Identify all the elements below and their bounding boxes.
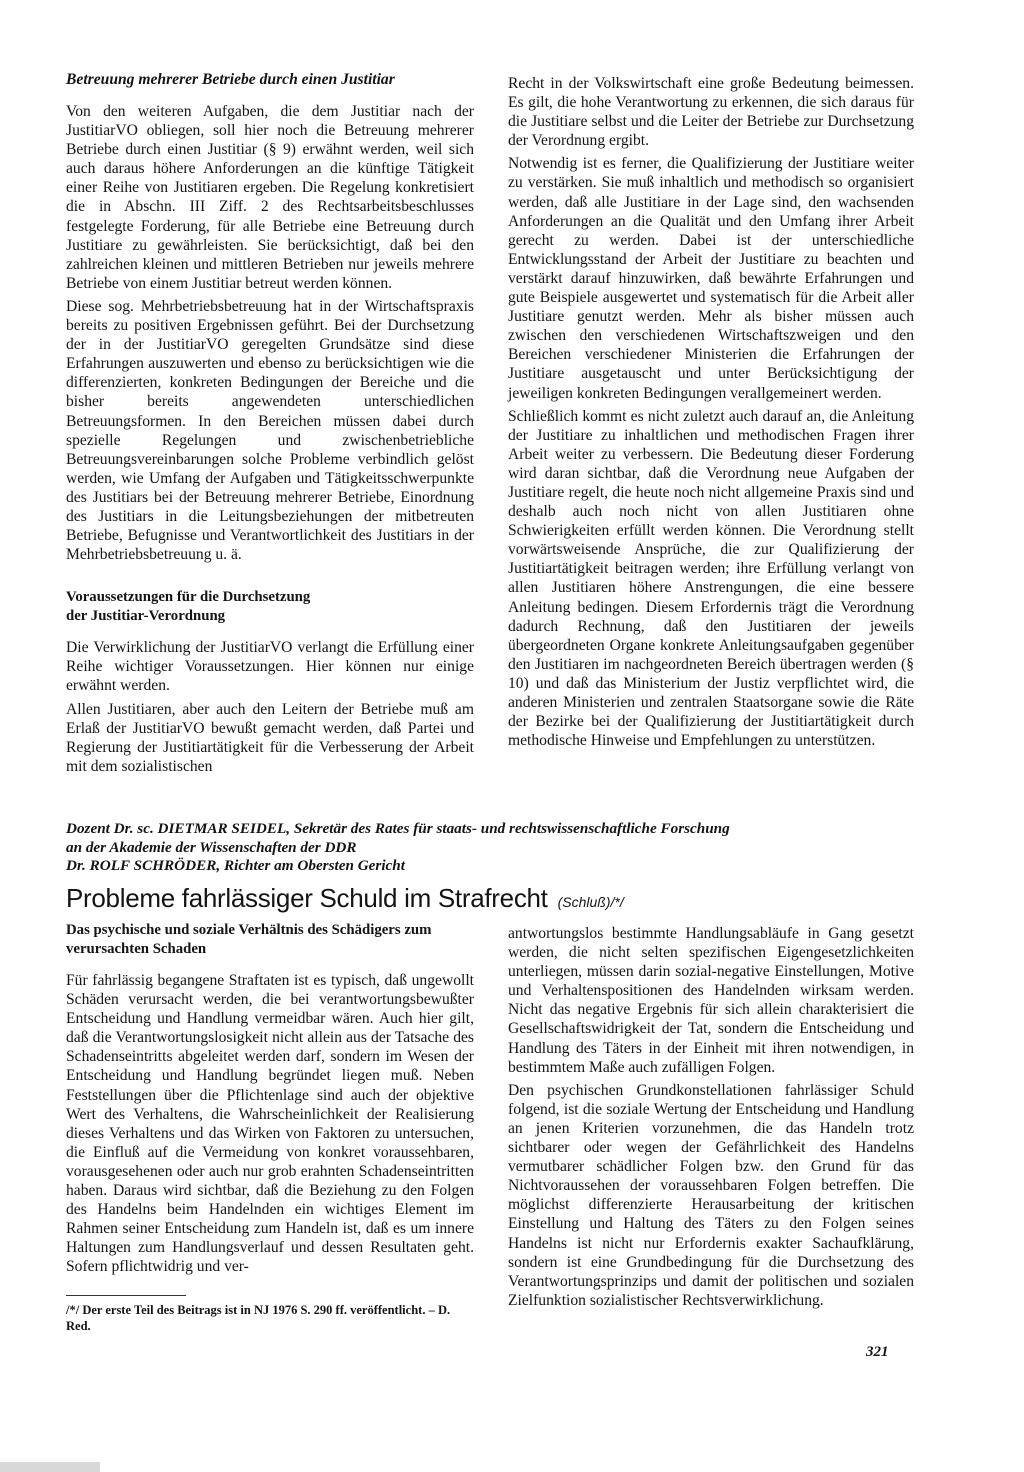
author-line: Dozent Dr. sc. DIETMAR SEIDEL, Sekretär des Rates für staats- und rechtswissenschaftliche Forschung: [66, 820, 730, 837]
article-title: [66, 883, 966, 914]
author-byline: [66, 820, 926, 876]
article-title-suffix: (Schluß)/*/: [557, 894, 624, 910]
paragraph: Diese sog. Mehrbetriebsbetreuung hat in der Wirtschaftspraxis bereits zu positiven Ergebnissen geführt. Bei der Durchsetzung der in der JustitiarVO geregelten Grundsätze sind diese Erfahrungen auszuwerten und ebenso zu berücksichtigen wie die differenzierten, konkreten Bedingungen der Bereiche und die bisher bereits angewendeten unterschiedlichen Betreuungsformen. In den Bereichen müssen dabei durch spezielle Regelungen und zwischenbetriebliche Betreuungsvereinbarungen solche Probleme verbindlich gelöst werden, wie Umfang der Aufgaben und Tätigkeitsschwerpunkte des Justitiars bei der Betreuung mehrerer Betriebe, Einordnung des Justitiars in die Leitungsbeziehungen der mitbetreuten Betriebe, Befugnisse und Verantwortlichkeit des Justitiars in der Mehrbetriebsbetreuung u. ä.: [66, 297, 474, 564]
lower-right-column: [508, 924, 914, 1314]
section-heading-mehrbetrieb: Betreuung mehrerer Betriebe durch einen Justitiar: [66, 71, 395, 88]
paragraph: Notwendig ist es ferner, die Qualifizierung der Justitiare weiter zu verstärken. Sie muß inhaltlich und methodisch so organisiert werden, daß alle Justitiare in der Lage sind, den wachsenden Anforderungen an die Qualität und den Umfang ihrer Arbeit gerecht zu werden. Dabei ist der unterschiedliche Entwicklungsstand der Arbeit der Justitiare zu beachten und verstärkt darauf hinzuwirken, daß bewährte Erfahrungen und gute Beispiele ausgewertet und systematisch für die Arbeit aller Justitiare genutzt werden. Mehr als bisher müssen auch zwischen den verschiedenen Wirtschaftszweigen und den Bereichen verschiedener Ministerien die Erfahrungen der Justitiare ausgetauscht und unter Berücksichtigung der jeweiligen konkreten Bedingungen verallgemeinert werden.: [508, 155, 914, 402]
paragraph: Den psychischen Grundkonstellationen fahrlässiger Schuld folgend, ist die soziale Wertung der Entscheidung und Handlung an jenen Kriterien vorzunehmen, die das Handeln trotz sichtbarer oder wegen der Gefährlichkeit des Handelns vermutbarer schädlicher Folgen bzw. den Grund für das Nichtvoraussehen der voraussehbaren Folgen betreffen. Die möglichst differenzierte Herausarbeitung der kritischen Einstellung und Haltung des Täters zu den Folgen seines Handelns ist nicht nur Erfordernis exakter Sachaufklärung, sondern ist eine Grundbedingung für die Durchsetzung des Verantwortungsprinzips und damit der politischen und sozialen Zielfunktion sozialistischer Rechtsverwirklichung.: [508, 1081, 914, 1309]
footnote-divider: [66, 1295, 186, 1296]
paragraph: Von den weiteren Aufgaben, die dem Justitiar nach der JustitiarVO obliegen, soll hier noch die Betreuung mehrerer Betriebe durch einen Justitiar (§ 9) erwähnt werden, weil sich auch daraus höhere Anforderungen an die künftige Tätigkeit einer Reihe von Justitiaren ergeben. Die Regelung konkretisiert die in Abschn. III Ziff. 2 des Rechtsarbeitsbeschlusses festgelegte Forderung, für alle Betriebe eine Betreuung durch Justitiare zu gewährleisten. Sie berücksichtigt, daß bei den zahlreichen kleinen und mittleren Betrieben nur jeweils mehrere Betriebe von einem Justitiar betreut werden können.: [66, 103, 474, 292]
paragraph: antwortungslos bestimmte Handlungsabläufe in Gang gesetzt werden, die nicht selten spezifischen Eigengesetzlichkeiten unterliegen, müssen darin sozial-negative Einstellungen, Motive und Verhaltenspositionen des Handelnden wirksam werden. Nicht das negative Ergebnis für sich allein charakterisiert die Gesellschaftswidrigkeit der Tat, sondern die Entscheidung und Handlung des Täters in der Einheit mit ihren notwendigen, in bestimmtem Maße auch zufälligen Folgen.: [508, 925, 914, 1076]
section-heading-verhaeltnis: Das psychische und soziale Verhältnis des Schädigers zum verursachten Schaden: [66, 922, 432, 957]
scan-edge-mark: [0, 1462, 100, 1472]
paragraph: Die Verwirklichung der JustitiarVO verlangt die Erfüllung einer Reihe wichtiger Voraussetzungen. Hier können nur einige erwähnt werden.: [66, 639, 474, 695]
section-heading-voraussetzungen: [66, 588, 474, 626]
paragraph: Recht in der Volkswirtschaft eine große Bedeutung beimessen. Es gilt, die hohe Verantwortung zu erkennen, die sich daraus für die Justitiare selbst und die Leiter der Betriebe zur Durchsetzung der Verordnung ergibt.: [508, 75, 914, 150]
upper-left-column: [66, 70, 474, 780]
paragraph: Schließlich kommt es nicht zuletzt auch darauf an, die Anleitung der Justitiare zu inhaltlichen und methodischen Fragen ihrer Arbeit weiter zu verbessern. Die Bedeutung dieser Forderung wird daran sichtbar, daß die Verordnung neue Aufgaben der Justitiare regelt, die heute noch nicht allgemeine Praxis sind und deshalb auch noch nicht von allen Justitiaren ohne Schwierigkeiten erfüllt werden können. Die Verordnung stellt vorwärtsweisende Ansprüche, die zur Qualifizierung der Justitiartätigkeit beitragen werden; ihre Erfüllung verlangt von allen Justitiaren höhere Anstrengungen, die eine bessere Anleitung bedingen. Diesem Erfordernis trägt die Verordnung dadurch Rechnung, daß den Justitiaren der jeweils übergeordneten Organe konkrete Anleitungsaufgaben gegenüber den Justitiaren im nachgeordneten Bereich übertragen werden (§ 10) und daß das Ministerium der Justiz verpflichtet wird, die anderen Ministerien und zentralen Staatsorgane sowie die Räte der Bezirke bei der Qualifizierung der Justitiartätigkeit durch methodische Hinweise und Empfehlungen zu unterstützen.: [508, 407, 914, 750]
lower-left-column: [66, 921, 474, 1334]
article-title-text: Probleme fahrlässiger Schuld im Strafrecht: [66, 883, 548, 913]
paragraph: Allen Justitiaren, aber auch den Leitern der Betriebe muß am Erlaß der JustitiarVO bewußt gemacht werden, daß Partei und Regierung der Justitiartätigkeit für die Verbesserung der Arbeit mit dem sozialistischen: [66, 700, 474, 775]
author-line: Dr. ROLF SCHRÖDER, Richter am Obersten Gericht: [66, 857, 405, 874]
upper-right-column: [508, 74, 914, 754]
paragraph: Für fahrlässig begangene Straftaten ist es typisch, daß ungewollt Schäden verursacht werden, die bei verantwortungsbewußter Entscheidung und Handlung vermeidbar wären. Auch hier gilt, daß die Verantwortungslosigkeit nicht allein aus der Tatsache des Schadenseintritts abgeleitet werden darf, sondern im Wesen der Entscheidung und Handlung begründet liegen muß. Neben Feststellungen über die Pflichtenlage sind auch der objektive Wert des Verhaltens, die Wahrscheinlichkeit der Realisierung dieses Verhaltens und das Wirken von Faktoren zu untersuchen, die Einfluß auf die Vermeidung von konkret voraussehbaren, vorausgesehenen oder auch nur grob erahnten Schadenseintritten haben. Daraus wird sichtbar, daß die Beziehung zu den Folgen des Handelns beim Handelnden ein wichtiges Element im Rahmen seiner Entscheidung zum Handeln ist, daß es um innere Haltungen zum Handlungsverlauf und dessen Resultaten geht. Sofern pflichtwidrig und ver-: [66, 972, 474, 1276]
heading-line: der Justitiar-Verordnung: [66, 608, 226, 625]
heading-line: Voraussetzungen für die Durchsetzung: [66, 589, 311, 606]
page-number: 321: [866, 1344, 889, 1360]
author-line: an der Akademie der Wissenschaften der DDR: [66, 838, 357, 856]
footnote: /*/ Der erste Teil des Beitrags ist in NJ 1976 S. 290 ff. veröffentlicht. – D. Red.: [66, 1302, 451, 1333]
